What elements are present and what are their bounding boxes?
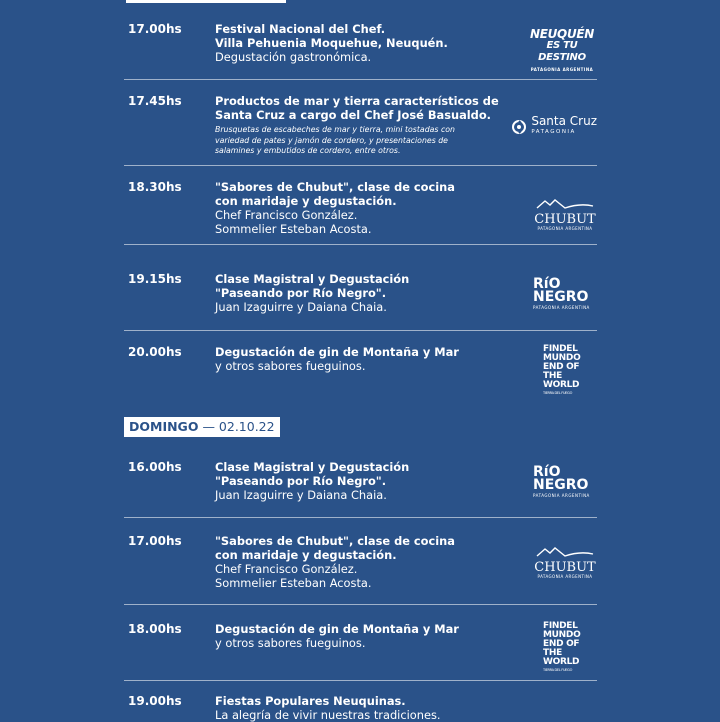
- event-row: [124, 22, 597, 80]
- day-label: DOMINGO — 02.10.22: [124, 417, 280, 437]
- event-row: [124, 622, 597, 681]
- neuquen-logo: NEUQUÉN ES TU DESTINO PATAGONIA ARGENTINA: [529, 27, 595, 72]
- event-description: Productos de mar y tierra característicos de Santa Cruz a cargo del Chef José Basualdo. Brusquetas de escabeches de mar y tierra, mini tostadas con variedad de pates y jamón de cordero, y presentaciones de salamines y embutidos de cordero, entre otros.: [215, 94, 499, 155]
- event-row: [124, 694, 597, 720]
- mountain-icon: [535, 199, 595, 209]
- event-row: [124, 94, 597, 166]
- event-time: 16.00hs: [128, 460, 182, 474]
- event-description: "Sabores de Chubut", clase de cocina con maridaje y degustación. Chef Francisco González. Sommelier Esteban Acosta.: [215, 534, 455, 590]
- event-row: [124, 460, 597, 518]
- event-time: 20.00hs: [128, 345, 182, 359]
- event-description: Clase Magistral y Degustación "Paseando por Río Negro". Juan Izaguirre y Daiana Chaia.: [215, 460, 410, 502]
- event-description: Degustación de gin de Montaña y Mar y otros sabores fueguinos.: [215, 345, 459, 373]
- event-description: Degustación de gin de Montaña y Mar y otros sabores fueguinos.: [215, 622, 459, 650]
- chubut-logo: CHUBUT PATAGONIA ARGENTINA: [533, 194, 597, 231]
- fin-del-mundo-logo: FINDEL MUNDO END OF THE WORLD TIERRA DEL FUEGO: [543, 344, 581, 395]
- event-description: "Sabores de Chubut", clase de cocina con maridaje y degustación. Chef Francisco González. Sommelier Esteban Acosta.: [215, 180, 455, 236]
- event-time: 17.45hs: [128, 94, 182, 108]
- santa-cruz-logo: Santa Cruz PATAGONIA: [511, 116, 597, 138]
- rio-negro-logo: RíO NEGRO PATAGONIA ARGENTINA: [533, 464, 590, 498]
- event-time: 18.30hs: [128, 180, 182, 194]
- fin-del-mundo-logo: FINDEL MUNDO END OF THE WORLD TIERRA DEL FUEGO: [543, 621, 581, 672]
- event-time: 19.15hs: [128, 272, 182, 286]
- event-description: Clase Magistral y Degustación "Paseando por Río Negro". Juan Izaguirre y Daiana Chaia.: [215, 272, 410, 314]
- event-description: Fiestas Populares Neuquinas. La alegría de vivir nuestras tradiciones.: [215, 694, 441, 722]
- event-time: 17.00hs: [128, 22, 182, 36]
- swirl-icon: [511, 119, 527, 135]
- event-row: [124, 534, 597, 605]
- event-description: Festival Nacional del Chef. Villa Pehuenia Moquehue, Neuquén. Degustación gastronómica.: [215, 22, 448, 64]
- event-row: [124, 272, 597, 331]
- event-time: 19.00hs: [128, 694, 182, 708]
- top-divider-bar: [126, 0, 286, 3]
- event-row: [124, 345, 597, 395]
- rio-negro-logo: RíO NEGRO PATAGONIA ARGENTINA: [533, 276, 590, 310]
- event-row: [124, 180, 597, 245]
- mountain-icon: [535, 547, 595, 557]
- chubut-logo: CHUBUT PATAGONIA ARGENTINA: [533, 542, 597, 579]
- event-time: 18.00hs: [128, 622, 182, 636]
- event-time: 17.00hs: [128, 534, 182, 548]
